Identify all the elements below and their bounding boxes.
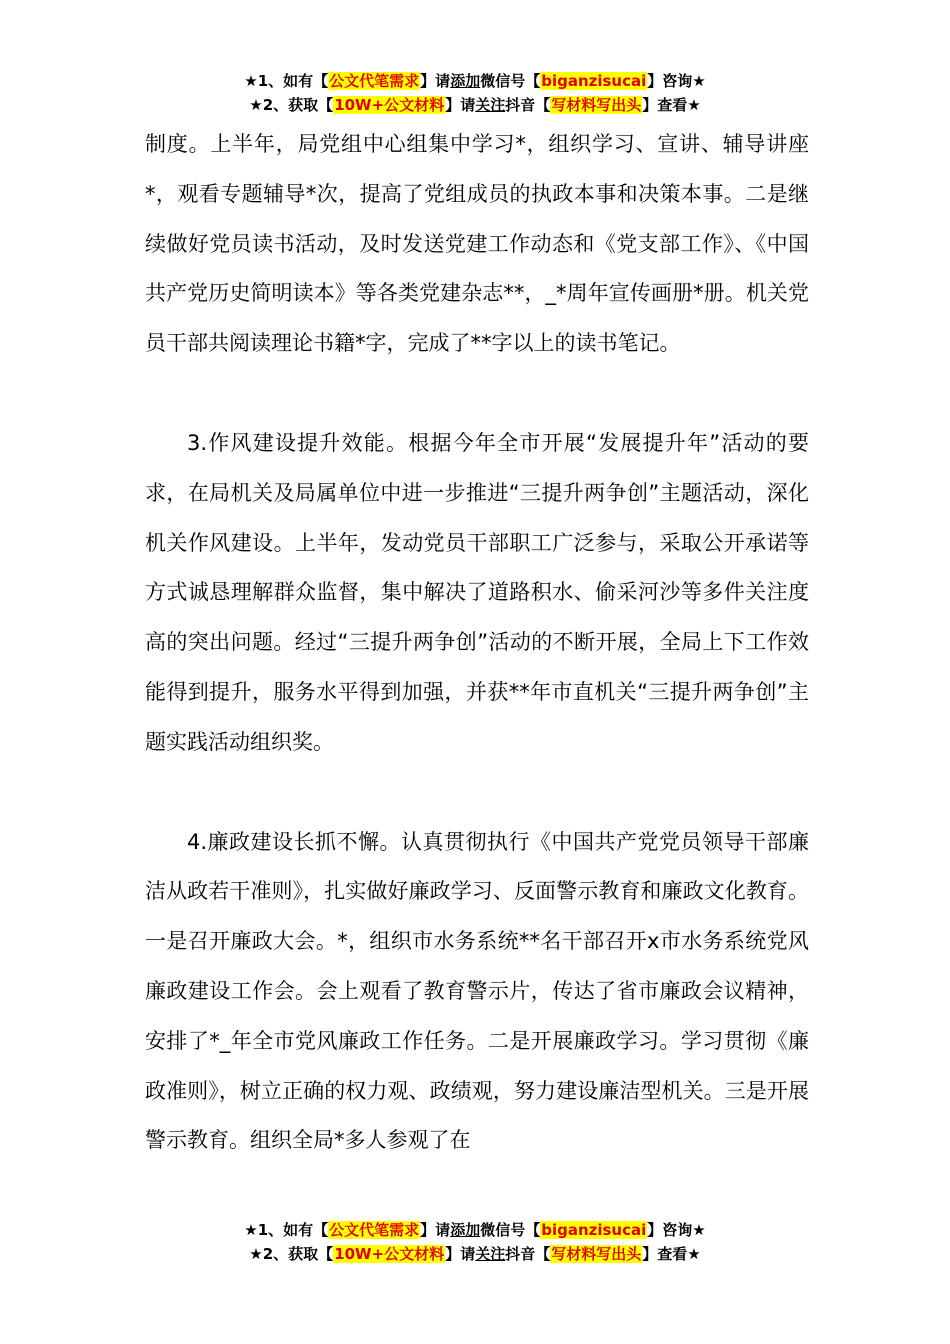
paragraph-gap (145, 768, 809, 818)
banner-text: 】请 (420, 1221, 451, 1239)
banner-text: 】查看★ (642, 96, 701, 114)
banner-highlight: 10W+公文材料 (334, 96, 445, 114)
document-body (145, 120, 809, 1166)
banner-highlight: 公文代笔需求 (329, 1221, 420, 1239)
banner-text: 】查看★ (642, 1245, 701, 1263)
banner-highlight: 10W+公文材料 (334, 1245, 445, 1263)
banner-text: ★2、获取【 (249, 1245, 334, 1263)
banner-highlight: 写材料写出头 (551, 96, 642, 114)
banner-highlight: biganzisucai (541, 1221, 647, 1239)
banner-text: 抖音【 (505, 96, 551, 114)
banner-text: ★2、获取【 (249, 96, 334, 114)
banner-highlight: 写材料写出头 (551, 1245, 642, 1263)
banner-text: 】请 (445, 1245, 476, 1263)
header-banner (0, 70, 950, 118)
banner-text: 】请 (420, 72, 451, 90)
footer-banner (0, 1219, 950, 1267)
paragraph-1: 制度。上半年，局党组中心组集中学习*，组织学习、宣讲、辅导讲座*，观看专题辅导*次，提高了党组成员的执政本事和决策本事。二是继续做好党员读书活动，及时发送党建工作动态和《党支部工作》、《中国共产党历史简明读本》等各类党建杂志**，_*周年宣传画册*册。机关党员干部共阅读理论书籍*字，完成了**字以上的读书笔记。 (145, 132, 809, 356)
banner-text: ★1、如有【 (244, 1221, 329, 1239)
banner-line-2 (0, 1243, 950, 1267)
banner-text: 微信号【 (480, 1221, 541, 1239)
banner-highlight: 公文代笔需求 (329, 72, 420, 90)
banner-underline: 关注 (475, 1245, 506, 1263)
banner-underline: 添加 (450, 72, 481, 90)
banner-text: 微信号【 (480, 72, 541, 90)
banner-highlight: biganzisucai (541, 72, 647, 90)
banner-text: 抖音【 (505, 1245, 551, 1263)
banner-text: ★1、如有【 (244, 72, 329, 90)
paragraph-2: 3.作风建设提升效能。根据今年全市开展“发展提升年”活动的要求，在局机关及局属单位中进一步推进“三提升两争创”主题活动，深化机关作风建设。上半年，发动党员干部职工广泛参与，采取公开承诺等方式诚恳理解群众监督，集中解决了道路积水、偷采河沙等多件关注度高的突出问题。经过“三提升两争创”活动的不断开展，全局上下工作效能得到提升，服务水平得到加强，并获**年市直机关“三提升两争创”主题实践活动组织奖。 (145, 430, 809, 754)
banner-line-1 (0, 1219, 950, 1243)
banner-text: 】请 (445, 96, 476, 114)
banner-underline: 关注 (475, 96, 506, 114)
banner-underline: 添加 (450, 1221, 481, 1239)
banner-line-2 (0, 94, 950, 118)
banner-text: 】咨询★ (647, 1221, 706, 1239)
paragraph-3: 4.廉政建设长抓不懈。认真贯彻执行《中国共产党党员领导干部廉洁从政若干准则》，扎实做好廉政学习、反面警示教育和廉政文化教育。一是召开廉政大会。*，组织市水务系统**名干部召开x市水务系统党风廉政建设工作会。会上观看了教育警示片，传达了省市廉政会议精神，安排了*_年全市党风廉政工作任务。二是开展廉政学习。学习贯彻《廉政准则》，树立正确的权力观、政绩观，努力建设廉洁型机关。三是开展警示教育。组织全局*多人参观了在 (145, 829, 809, 1153)
paragraph-gap (145, 369, 809, 419)
banner-text: 】咨询★ (647, 72, 706, 90)
banner-line-1 (0, 70, 950, 94)
